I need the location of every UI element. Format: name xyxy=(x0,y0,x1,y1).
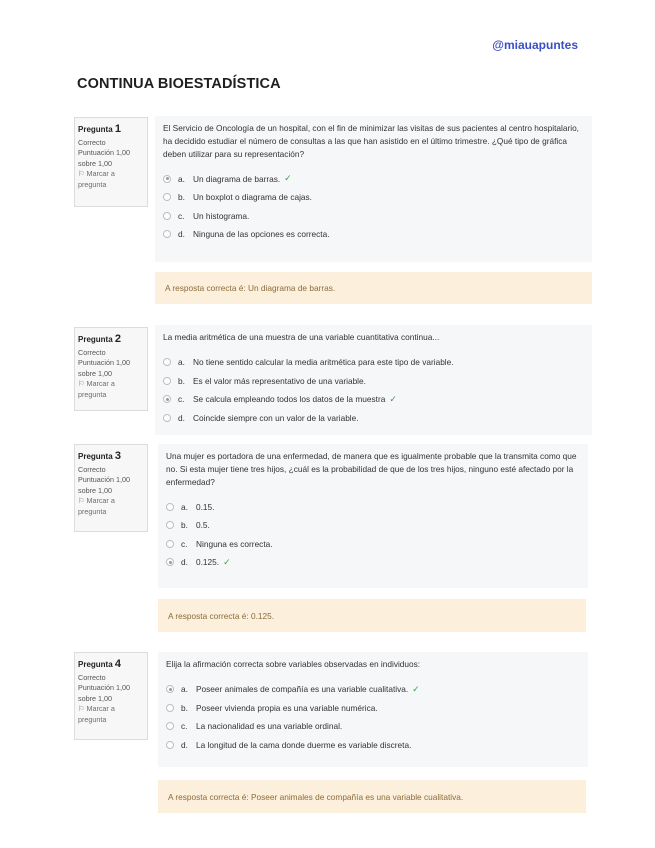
radio-button[interactable] xyxy=(163,358,171,366)
question-status: Correcto xyxy=(78,137,106,147)
question-info xyxy=(74,327,148,411)
question-score: Puntuación 1,00 sobre 1,00 xyxy=(78,683,130,703)
page-title: CONTINUA BIOESTADÍSTICA xyxy=(77,76,281,92)
question-number: Pregunta 2 xyxy=(78,333,122,345)
question-score: Puntuación 1,00 sobre 1,00 xyxy=(78,475,130,495)
radio-button[interactable] xyxy=(166,503,174,511)
flag-icon: ⚐ xyxy=(78,379,85,389)
question-text: La media aritmética de una muestra de una variable cuantitativa continua... xyxy=(163,332,440,342)
question-info xyxy=(74,117,148,207)
answer-option[interactable]: c. Ninguna es correcta. xyxy=(166,535,582,554)
question-status: Correcto xyxy=(78,464,106,474)
check-icon: ✓ xyxy=(389,393,397,404)
answer-option[interactable]: d. Coincide siempre con un valor de la variable. xyxy=(163,408,586,427)
question-number: Pregunta 3 xyxy=(78,450,122,462)
feedback-box: A resposta correcta é: Poseer animales de compañía es una variable cualitativa. xyxy=(158,780,586,813)
question-info xyxy=(74,652,148,740)
radio-button[interactable] xyxy=(163,175,171,183)
answer-option[interactable]: c. Un histograma. xyxy=(163,207,586,226)
answer-option[interactable]: a. No tiene sentido calcular la media aritmética para este tipo de variable. xyxy=(163,353,586,372)
question-text: Elija la afirmación correcta sobre variables observadas en individuos: xyxy=(166,659,421,669)
answer-option[interactable]: b. 0.5. xyxy=(166,516,582,535)
question-content xyxy=(155,116,592,262)
question-content xyxy=(155,325,592,435)
radio-button[interactable] xyxy=(166,704,174,712)
radio-button[interactable] xyxy=(166,540,174,548)
flag-icon: ⚐ xyxy=(78,704,85,714)
radio-button[interactable] xyxy=(163,212,171,220)
radio-button[interactable] xyxy=(166,741,174,749)
question-score: Puntuación 1,00 sobre 1,00 xyxy=(78,148,130,168)
radio-button[interactable] xyxy=(166,722,174,730)
answer-option[interactable]: b. Poseer vivienda propia es una variable numérica. xyxy=(166,698,582,717)
radio-button[interactable] xyxy=(166,521,174,529)
question-text: Una mujer es portadora de una enfermedad, de manera que es igualmente probable que la transmita como que no. Si esta mujer tiene tres hijos, ¿cuál es la probabilidad de que de los tres hijos, ninguno esté afectado por la enfermedad? xyxy=(166,451,577,487)
answer-option[interactable]: b. Un boxplot o diagrama de cajas. xyxy=(163,188,586,207)
radio-button[interactable] xyxy=(163,395,171,403)
radio-button[interactable] xyxy=(166,685,174,693)
flag-question-link[interactable]: ⚐ Marcar a pregunta xyxy=(78,379,115,399)
question-content xyxy=(158,444,588,588)
question-status: Correcto xyxy=(78,672,106,682)
answer-option[interactable]: d. La longitud de la cama donde duerme es variable discreta. xyxy=(166,735,582,754)
watermark: @miauapuntes xyxy=(492,38,578,52)
flag-question-link[interactable]: ⚐ Marcar a pregunta xyxy=(78,169,115,189)
question-status: Correcto xyxy=(78,347,106,357)
question-number: Pregunta 1 xyxy=(78,123,122,135)
radio-button[interactable] xyxy=(163,414,171,422)
question-content xyxy=(158,652,588,767)
flag-icon: ⚐ xyxy=(78,169,85,179)
answer-option[interactable]: c. Se calcula empleando todos los datos de la muestra ✓ xyxy=(163,390,586,409)
check-icon: ✓ xyxy=(284,173,292,184)
feedback-box: A resposta correcta é: Un diagrama de barras. xyxy=(155,272,592,304)
answer-option[interactable]: a. Poseer animales de compañía es una variable cualitativa. ✓ xyxy=(166,680,582,699)
answer-option[interactable]: a. Un diagrama de barras. ✓ xyxy=(163,170,586,189)
answer-option[interactable]: c. La nacionalidad es una variable ordinal. xyxy=(166,717,582,736)
flag-icon: ⚐ xyxy=(78,496,85,506)
radio-button[interactable] xyxy=(163,377,171,385)
check-icon: ✓ xyxy=(412,683,420,694)
question-number: Pregunta 4 xyxy=(78,658,122,670)
answer-option[interactable]: b. Es el valor más representativo de una variable. xyxy=(163,371,586,390)
radio-button[interactable] xyxy=(163,193,171,201)
answer-option[interactable]: d. Ninguna de las opciones es correcta. xyxy=(163,225,586,244)
feedback-box: A resposta correcta é: 0.125. xyxy=(158,599,586,632)
flag-question-link[interactable]: ⚐ Marcar a pregunta xyxy=(78,496,115,516)
radio-button[interactable] xyxy=(163,230,171,238)
check-icon: ✓ xyxy=(223,556,231,567)
question-text: El Servicio de Oncología de un hospital, con el fin de minimizar las visitas de sus pacientes al centro hospitalario, ha decidido estudiar el número de consultas a las que han asistido en el último trimestre. ¿Qué tipo de gráfica deben utilizar para su representación? xyxy=(163,123,579,159)
radio-button[interactable] xyxy=(166,558,174,566)
question-score: Puntuación 1,00 sobre 1,00 xyxy=(78,358,130,378)
flag-question-link[interactable]: ⚐ Marcar a pregunta xyxy=(78,704,115,724)
answer-option[interactable]: a. 0.15. xyxy=(166,498,582,517)
answer-option[interactable]: d. 0.125. ✓ xyxy=(166,553,582,572)
question-info xyxy=(74,444,148,532)
